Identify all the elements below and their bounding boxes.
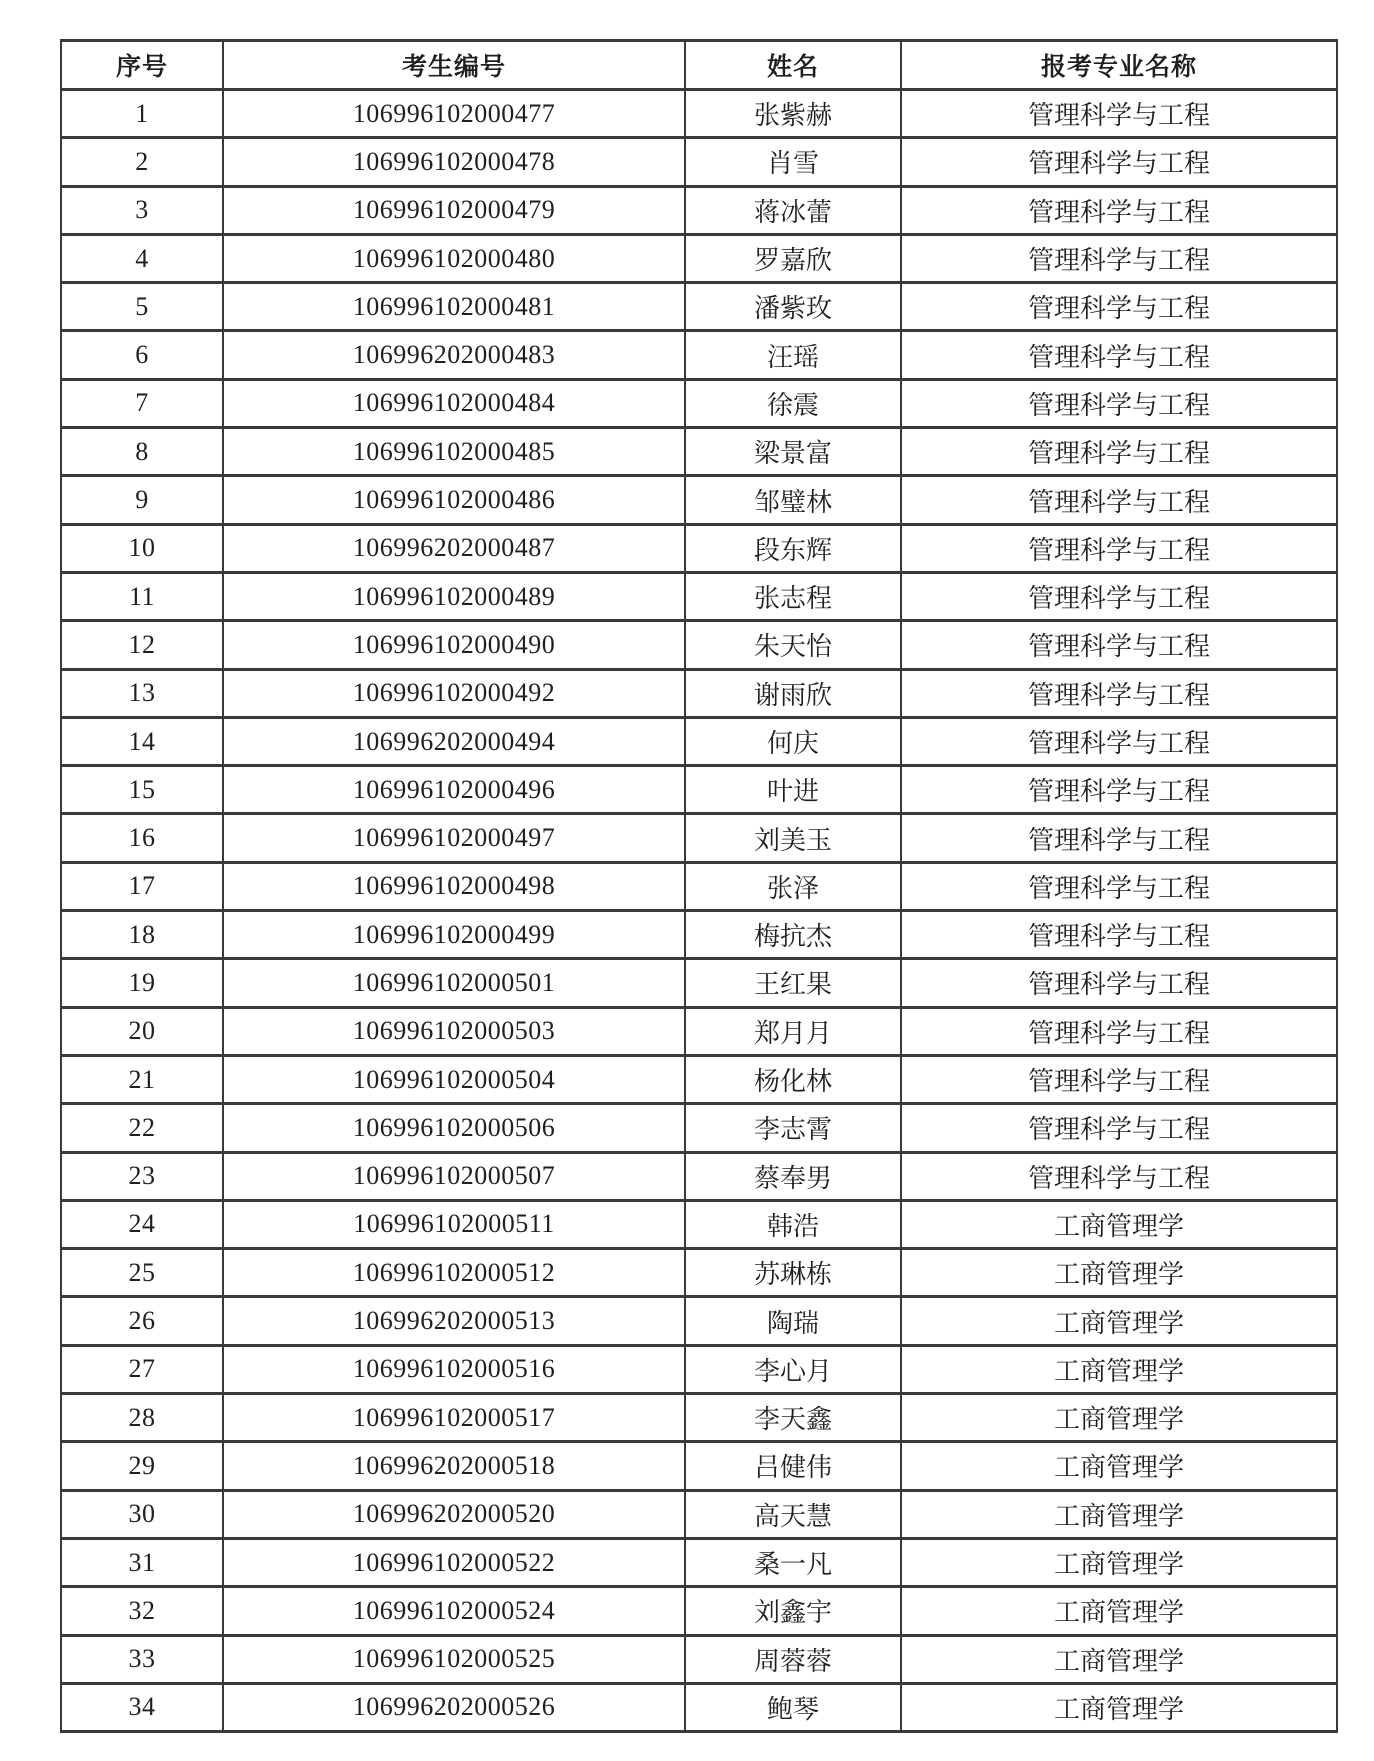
cell-major: 工商管理学 — [901, 1200, 1337, 1248]
cell-index: 12 — [61, 621, 223, 669]
cell-major: 管理科学与工程 — [901, 572, 1337, 620]
cell-major: 管理科学与工程 — [901, 283, 1337, 331]
cell-candidate-id: 106996102000480 — [223, 234, 685, 282]
cell-index: 34 — [61, 1683, 223, 1731]
cell-candidate-id: 106996202000526 — [223, 1683, 685, 1731]
cell-name: 苏琳栋 — [685, 1249, 901, 1297]
cell-index: 6 — [61, 331, 223, 379]
cell-major: 管理科学与工程 — [901, 524, 1337, 572]
cell-index: 15 — [61, 766, 223, 814]
cell-candidate-id: 106996102000503 — [223, 1007, 685, 1055]
cell-name: 张志程 — [685, 572, 901, 620]
table-row — [61, 669, 1337, 717]
table-row — [61, 1345, 1337, 1393]
cell-major: 管理科学与工程 — [901, 1007, 1337, 1055]
cell-name: 邹璧林 — [685, 476, 901, 524]
cell-candidate-id: 106996102000516 — [223, 1345, 685, 1393]
cell-index: 9 — [61, 476, 223, 524]
cell-name: 王红果 — [685, 959, 901, 1007]
cell-name: 陶瑞 — [685, 1297, 901, 1345]
table-row — [61, 1249, 1337, 1297]
cell-candidate-id: 106996102000511 — [223, 1200, 685, 1248]
table-row — [61, 1442, 1337, 1490]
cell-name: 谢雨欣 — [685, 669, 901, 717]
column-header-index: 序号 — [61, 41, 223, 90]
cell-candidate-id: 106996102000486 — [223, 476, 685, 524]
cell-major: 管理科学与工程 — [901, 814, 1337, 862]
cell-major: 管理科学与工程 — [901, 428, 1337, 476]
cell-major: 工商管理学 — [901, 1490, 1337, 1538]
cell-index: 22 — [61, 1104, 223, 1152]
cell-name: 李心月 — [685, 1345, 901, 1393]
cell-index: 2 — [61, 138, 223, 186]
cell-name: 张紫赫 — [685, 90, 901, 138]
cell-index: 24 — [61, 1200, 223, 1248]
table-row — [61, 1587, 1337, 1635]
table-row — [61, 766, 1337, 814]
table-row — [61, 959, 1337, 1007]
cell-index: 10 — [61, 524, 223, 572]
cell-candidate-id: 106996202000483 — [223, 331, 685, 379]
table-row — [61, 331, 1337, 379]
cell-name: 何庆 — [685, 717, 901, 765]
table-row — [61, 1200, 1337, 1248]
table-row — [61, 90, 1337, 138]
cell-name: 鲍琴 — [685, 1683, 901, 1731]
column-header-name: 姓名 — [685, 41, 901, 90]
cell-name: 高天慧 — [685, 1490, 901, 1538]
cell-candidate-id: 106996202000520 — [223, 1490, 685, 1538]
cell-candidate-id: 106996102000484 — [223, 379, 685, 427]
cell-index: 7 — [61, 379, 223, 427]
cell-candidate-id: 106996102000517 — [223, 1394, 685, 1442]
table-row — [61, 1297, 1337, 1345]
table-body — [61, 90, 1337, 1732]
table-row — [61, 862, 1337, 910]
cell-major: 管理科学与工程 — [901, 1104, 1337, 1152]
cell-major: 工商管理学 — [901, 1297, 1337, 1345]
cell-index: 33 — [61, 1635, 223, 1683]
cell-index: 20 — [61, 1007, 223, 1055]
cell-major: 管理科学与工程 — [901, 476, 1337, 524]
cell-name: 李天鑫 — [685, 1394, 901, 1442]
cell-name: 肖雪 — [685, 138, 901, 186]
cell-name: 郑月月 — [685, 1007, 901, 1055]
table-row — [61, 1490, 1337, 1538]
cell-index: 25 — [61, 1249, 223, 1297]
cell-candidate-id: 106996202000513 — [223, 1297, 685, 1345]
cell-index: 11 — [61, 572, 223, 620]
table-row — [61, 138, 1337, 186]
cell-candidate-id: 106996102000498 — [223, 862, 685, 910]
cell-candidate-id: 106996102000496 — [223, 766, 685, 814]
cell-name: 刘美玉 — [685, 814, 901, 862]
cell-major: 管理科学与工程 — [901, 331, 1337, 379]
cell-index: 3 — [61, 186, 223, 234]
cell-candidate-id: 106996102000492 — [223, 669, 685, 717]
table-row — [61, 379, 1337, 427]
cell-name: 朱天怡 — [685, 621, 901, 669]
cell-index: 31 — [61, 1538, 223, 1586]
cell-index: 8 — [61, 428, 223, 476]
cell-major: 工商管理学 — [901, 1587, 1337, 1635]
cell-major: 管理科学与工程 — [901, 766, 1337, 814]
cell-candidate-id: 106996102000478 — [223, 138, 685, 186]
cell-index: 14 — [61, 717, 223, 765]
cell-major: 工商管理学 — [901, 1683, 1337, 1731]
cell-candidate-id: 106996102000477 — [223, 90, 685, 138]
cell-major: 管理科学与工程 — [901, 186, 1337, 234]
cell-major: 工商管理学 — [901, 1345, 1337, 1393]
cell-candidate-id: 106996202000518 — [223, 1442, 685, 1490]
cell-major: 管理科学与工程 — [901, 621, 1337, 669]
cell-name: 梁景富 — [685, 428, 901, 476]
cell-index: 26 — [61, 1297, 223, 1345]
table-row — [61, 1538, 1337, 1586]
cell-major: 工商管理学 — [901, 1442, 1337, 1490]
table-row — [61, 717, 1337, 765]
table-row — [61, 234, 1337, 282]
cell-candidate-id: 106996102000479 — [223, 186, 685, 234]
cell-index: 28 — [61, 1394, 223, 1442]
cell-index: 19 — [61, 959, 223, 1007]
cell-index: 4 — [61, 234, 223, 282]
cell-index: 23 — [61, 1152, 223, 1200]
cell-candidate-id: 106996102000506 — [223, 1104, 685, 1152]
cell-major: 管理科学与工程 — [901, 669, 1337, 717]
table-row — [61, 1394, 1337, 1442]
cell-major: 管理科学与工程 — [901, 138, 1337, 186]
cell-candidate-id: 106996102000499 — [223, 911, 685, 959]
cell-major: 工商管理学 — [901, 1635, 1337, 1683]
table-row — [61, 1055, 1337, 1103]
cell-index: 29 — [61, 1442, 223, 1490]
cell-name: 罗嘉欣 — [685, 234, 901, 282]
cell-major: 管理科学与工程 — [901, 911, 1337, 959]
cell-name: 蒋冰蕾 — [685, 186, 901, 234]
cell-major: 管理科学与工程 — [901, 1152, 1337, 1200]
cell-major: 管理科学与工程 — [901, 717, 1337, 765]
table-row — [61, 186, 1337, 234]
cell-major: 管理科学与工程 — [901, 959, 1337, 1007]
cell-name: 叶进 — [685, 766, 901, 814]
cell-candidate-id: 106996202000487 — [223, 524, 685, 572]
cell-name: 杨化林 — [685, 1055, 901, 1103]
cell-name: 张泽 — [685, 862, 901, 910]
cell-major: 工商管理学 — [901, 1249, 1337, 1297]
cell-index: 27 — [61, 1345, 223, 1393]
cell-candidate-id: 106996102000507 — [223, 1152, 685, 1200]
cell-name: 段东辉 — [685, 524, 901, 572]
table-row — [61, 1683, 1337, 1731]
table-row — [61, 283, 1337, 331]
cell-major: 管理科学与工程 — [901, 1055, 1337, 1103]
cell-index: 16 — [61, 814, 223, 862]
cell-name: 李志霄 — [685, 1104, 901, 1152]
cell-major: 管理科学与工程 — [901, 379, 1337, 427]
cell-candidate-id: 106996102000512 — [223, 1249, 685, 1297]
column-header-major: 报考专业名称 — [901, 41, 1337, 90]
cell-index: 30 — [61, 1490, 223, 1538]
table-row — [61, 911, 1337, 959]
table-row — [61, 1152, 1337, 1200]
cell-candidate-id: 106996102000501 — [223, 959, 685, 1007]
cell-major: 管理科学与工程 — [901, 90, 1337, 138]
cell-name: 汪瑶 — [685, 331, 901, 379]
table-row — [61, 476, 1337, 524]
table-row — [61, 1007, 1337, 1055]
cell-candidate-id: 106996102000497 — [223, 814, 685, 862]
cell-candidate-id: 106996102000481 — [223, 283, 685, 331]
cell-name: 吕健伟 — [685, 1442, 901, 1490]
cell-candidate-id: 106996102000490 — [223, 621, 685, 669]
cell-major: 工商管理学 — [901, 1538, 1337, 1586]
cell-name: 韩浩 — [685, 1200, 901, 1248]
cell-name: 梅抗杰 — [685, 911, 901, 959]
table-row — [61, 572, 1337, 620]
cell-candidate-id: 106996102000504 — [223, 1055, 685, 1103]
cell-candidate-id: 106996102000489 — [223, 572, 685, 620]
cell-candidate-id: 106996102000525 — [223, 1635, 685, 1683]
cell-index: 21 — [61, 1055, 223, 1103]
cell-index: 17 — [61, 862, 223, 910]
cell-major: 工商管理学 — [901, 1394, 1337, 1442]
cell-name: 桑一凡 — [685, 1538, 901, 1586]
cell-index: 32 — [61, 1587, 223, 1635]
cell-index: 5 — [61, 283, 223, 331]
cell-major: 管理科学与工程 — [901, 234, 1337, 282]
cell-index: 1 — [61, 90, 223, 138]
cell-candidate-id: 106996102000524 — [223, 1587, 685, 1635]
cell-name: 刘鑫宇 — [685, 1587, 901, 1635]
cell-candidate-id: 106996102000485 — [223, 428, 685, 476]
table-header-row — [61, 41, 1337, 90]
cell-candidate-id: 106996102000522 — [223, 1538, 685, 1586]
cell-index: 18 — [61, 911, 223, 959]
cell-candidate-id: 106996202000494 — [223, 717, 685, 765]
table-row — [61, 524, 1337, 572]
table-row — [61, 814, 1337, 862]
column-header-candidate-id: 考生编号 — [223, 41, 685, 90]
table-row — [61, 1635, 1337, 1683]
cell-name: 蔡奉男 — [685, 1152, 901, 1200]
cell-name: 周蓉蓉 — [685, 1635, 901, 1683]
cell-index: 13 — [61, 669, 223, 717]
cell-name: 徐震 — [685, 379, 901, 427]
cell-name: 潘紫玫 — [685, 283, 901, 331]
cell-major: 管理科学与工程 — [901, 862, 1337, 910]
table-row — [61, 428, 1337, 476]
candidate-roster-table — [60, 39, 1338, 1733]
table-row — [61, 621, 1337, 669]
table-row — [61, 1104, 1337, 1152]
